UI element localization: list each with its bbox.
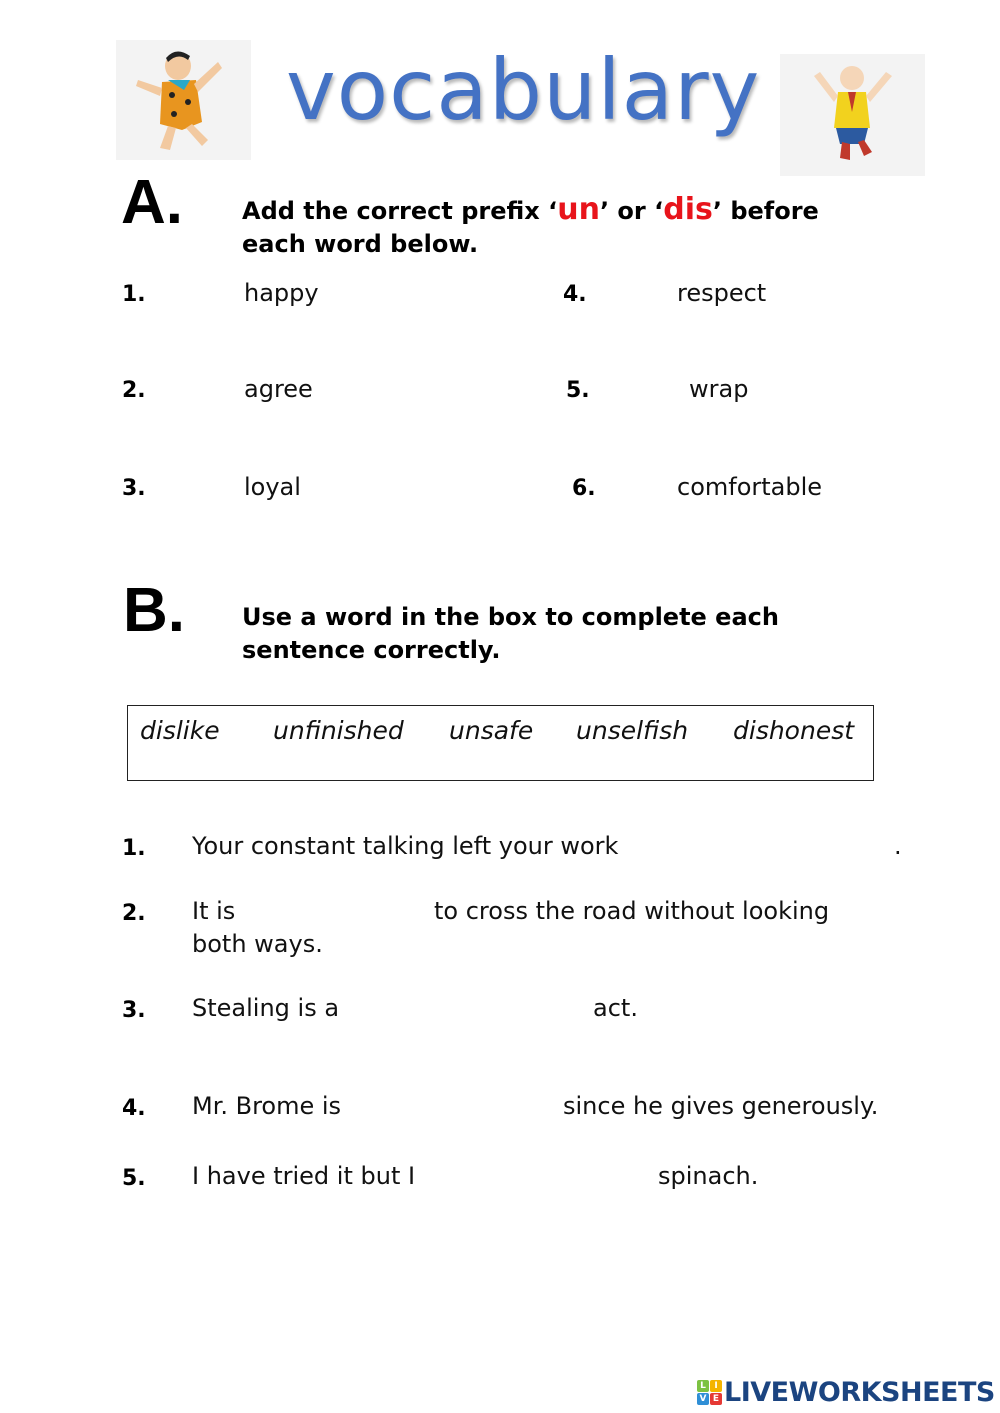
instruction-text: Use a word in the box to complete each xyxy=(242,603,779,631)
logo-tile: E xyxy=(710,1393,722,1405)
sentence-text: spinach. xyxy=(658,1162,759,1190)
section-a-letter: A. xyxy=(121,168,183,237)
root-word: comfortable xyxy=(677,473,823,501)
item-number: 1. xyxy=(122,282,146,307)
instruction-text: ’ or ‘ xyxy=(599,197,664,225)
word-bank-item: unselfish xyxy=(576,716,689,745)
prefix-input-3[interactable] xyxy=(162,473,246,505)
instruction-text: sentence correctly. xyxy=(242,636,501,664)
prefix-un: un xyxy=(557,192,600,227)
caveman-illustration-icon xyxy=(116,40,251,160)
sentence-blank-2[interactable] xyxy=(256,897,430,929)
section-b-letter: B. xyxy=(123,576,185,645)
item-number: 6. xyxy=(572,476,596,501)
sentence-number: 3. xyxy=(122,998,146,1023)
instruction-text: Add the correct prefix ‘ xyxy=(242,197,558,225)
item-number: 2. xyxy=(122,378,146,403)
logo-tile: L xyxy=(697,1380,709,1392)
sentence-text: Your constant talking left your work xyxy=(192,832,619,860)
sentence-blank-3[interactable] xyxy=(370,994,589,1026)
boy-illustration-icon xyxy=(780,54,925,176)
word-bank-item: dislike xyxy=(140,716,220,745)
sentence-text: since he gives generously. xyxy=(563,1092,879,1120)
word-bank-item: unfinished xyxy=(273,716,404,745)
sentence-text: Mr. Brome is xyxy=(192,1092,342,1120)
root-word: wrap xyxy=(689,375,749,403)
item-number: 4. xyxy=(563,282,587,307)
sentence-text: Stealing is a xyxy=(192,994,340,1022)
logo-tile: V xyxy=(697,1393,709,1405)
liveworksheets-logo xyxy=(697,1377,995,1407)
sentence-text: I have tried it but I xyxy=(192,1162,416,1190)
word-bank-item: dishonest xyxy=(733,716,855,745)
sentence-text: both ways. xyxy=(192,930,323,958)
prefix-dis: dis xyxy=(663,192,713,227)
sentence-blank-4[interactable] xyxy=(376,1092,560,1124)
root-word: agree xyxy=(244,375,313,403)
word-bank-box xyxy=(127,705,874,781)
caveman-image xyxy=(116,40,251,160)
sentence-text: It is xyxy=(192,897,236,925)
prefix-input-2[interactable] xyxy=(162,375,246,407)
item-number: 5. xyxy=(566,378,590,403)
sentence-number: 1. xyxy=(122,836,146,861)
prefix-input-5[interactable] xyxy=(605,375,689,407)
sentence-text: act. xyxy=(593,994,638,1022)
prefix-input-6[interactable] xyxy=(598,473,682,505)
prefix-input-4[interactable] xyxy=(596,279,680,311)
root-word: happy xyxy=(244,279,319,307)
logo-tiles-icon xyxy=(697,1380,722,1405)
logo-tile: I xyxy=(710,1380,722,1392)
sentence-number: 5. xyxy=(122,1166,146,1191)
worksheet-title: vocabulary xyxy=(286,41,761,139)
instruction-text: each word below. xyxy=(242,230,479,258)
sentence-number: 4. xyxy=(122,1096,146,1121)
sentence-number: 2. xyxy=(122,901,146,926)
root-word: loyal xyxy=(244,473,301,501)
sentence-blank-5[interactable] xyxy=(462,1162,656,1194)
section-a-instruction xyxy=(242,193,902,261)
instruction-text: ’ before xyxy=(712,197,819,225)
root-word: respect xyxy=(677,279,767,307)
logo-text: LIVEWORKSHEETS xyxy=(724,1376,995,1408)
prefix-input-1[interactable] xyxy=(162,279,246,311)
sentence-text: to cross the road without looking xyxy=(434,897,830,925)
word-bank-item: unsafe xyxy=(449,716,534,745)
boy-image xyxy=(780,54,925,176)
item-number: 3. xyxy=(122,476,146,501)
sentence-text: . xyxy=(894,832,902,860)
sentence-blank-1[interactable] xyxy=(690,832,894,864)
section-b-instruction xyxy=(242,601,902,667)
